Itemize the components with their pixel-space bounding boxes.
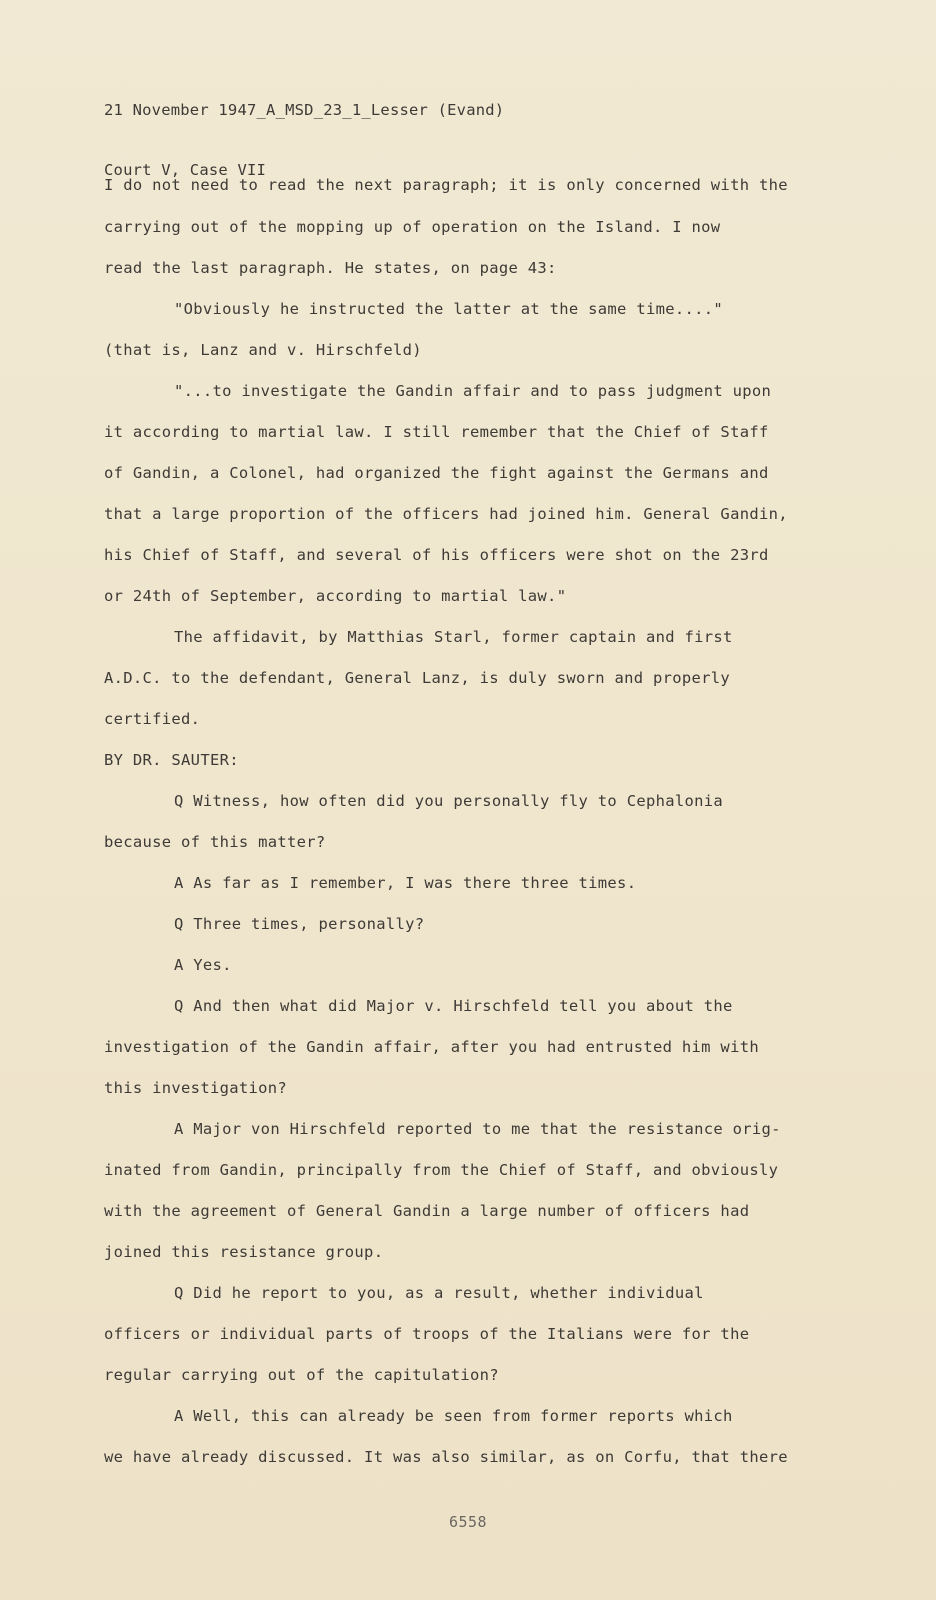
text-line: we have already discussed. It was also similar, as on Corfu, that there [104, 1448, 788, 1466]
text-line: it according to martial law. I still remember that the Chief of Staff [104, 423, 769, 441]
text-line: of Gandin, a Colonel, had organized the fight against the Germans and [104, 464, 769, 482]
examiner-heading: BY DR. SAUTER: [104, 751, 239, 769]
answer-line: A Major von Hirschfeld reported to me that the resistance orig- [174, 1120, 781, 1138]
header-court-line: Court V, Case VII [104, 161, 267, 179]
answer-line: A Well, this can already be seen from former reports which [174, 1407, 733, 1425]
header-date-line: 21 November 1947_A_MSD_23_1_Lesser (Evand) [104, 101, 505, 119]
text-line: that a large proportion of the officers had joined him. General Gandin, [104, 505, 788, 523]
question-line: Q Witness, how often did you personally fly to Cephalonia [174, 792, 724, 810]
text-line: his Chief of Staff, and several of his officers were shot on the 23rd [104, 546, 769, 564]
text-line: because of this matter? [104, 833, 326, 851]
answer-line: A Yes. [174, 956, 232, 974]
text-line: read the last paragraph. He states, on page 43: [104, 259, 557, 277]
text-line: carrying out of the mopping up of operation on the Island. I now [104, 218, 721, 236]
quote-line: "...to investigate the Gandin affair and to pass judgment upon [174, 382, 772, 400]
page-number: 6558 [448, 1513, 488, 1531]
text-line: I do not need to read the next paragraph; it is only concerned with the [104, 176, 788, 194]
text-line: inated from Gandin, principally from the Chief of Staff, and obviously [104, 1161, 779, 1179]
text-line: with the agreement of General Gandin a large number of officers had [104, 1202, 750, 1220]
text-line: A.D.C. to the defendant, General Lanz, is duly sworn and properly [104, 669, 731, 687]
text-line: investigation of the Gandin affair, after you had entrusted him with [104, 1038, 759, 1056]
text-line: (that is, Lanz and v. Hirschfeld) [104, 341, 422, 359]
quote-line: "Obviously he instructed the latter at the same time...." [174, 300, 724, 318]
question-line: Q Did he report to you, as a result, whether individual [174, 1284, 704, 1302]
answer-line: A As far as I remember, I was there three times. [174, 874, 637, 892]
text-line: joined this resistance group. [104, 1243, 384, 1261]
text-line: certified. [104, 710, 201, 728]
text-line: officers or individual parts of troops of the Italians were for the [104, 1325, 750, 1343]
question-line: Q And then what did Major v. Hirschfeld tell you about the [174, 997, 733, 1015]
text-line: or 24th of September, according to martial law." [104, 587, 567, 605]
text-line: this investigation? [104, 1079, 288, 1097]
document-header [104, 60, 504, 220]
text-line: The affidavit, by Matthias Starl, former captain and first [174, 628, 733, 646]
question-line: Q Three times, personally? [174, 915, 425, 933]
text-line: regular carrying out of the capitulation? [104, 1366, 499, 1384]
